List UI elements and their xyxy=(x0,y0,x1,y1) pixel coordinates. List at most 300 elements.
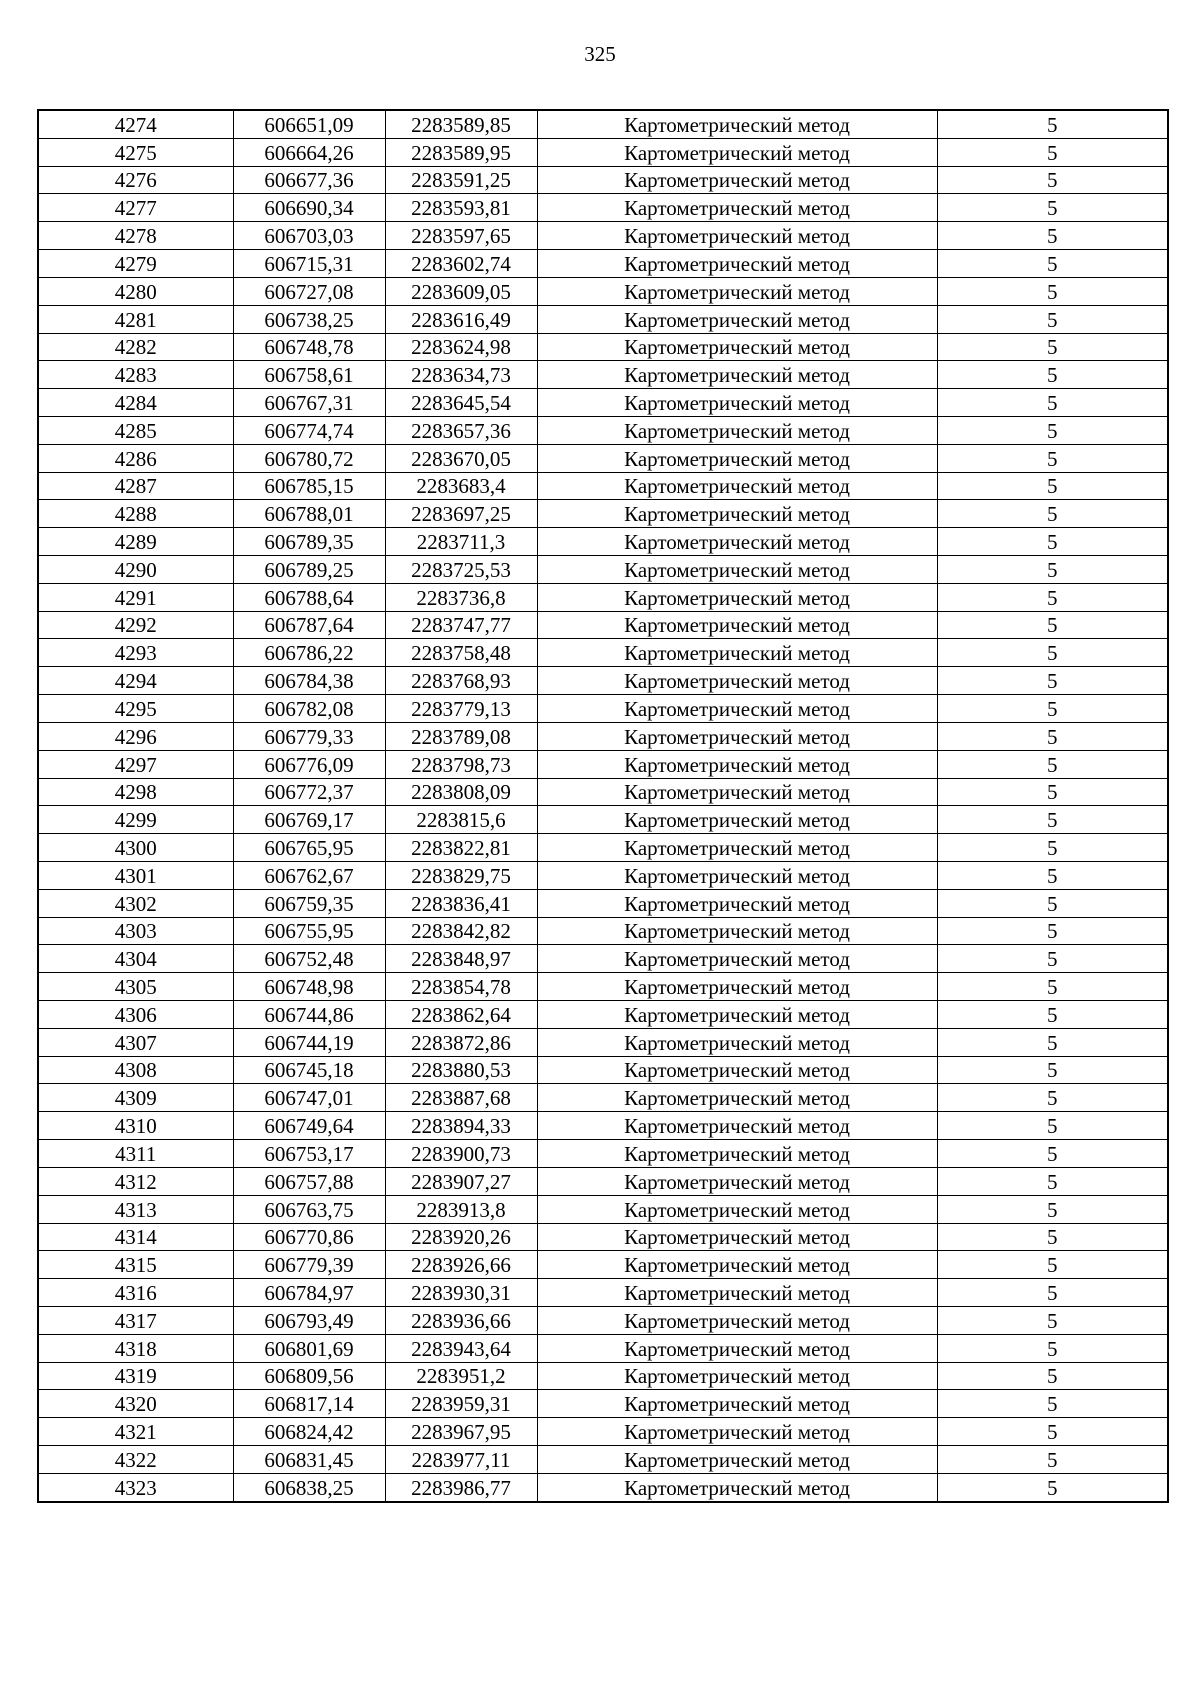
method-cell: Картометрический метод xyxy=(537,305,937,333)
x-coordinate-cell: 606763,75 xyxy=(233,1195,385,1223)
table-row xyxy=(38,667,1168,695)
y-coordinate-cell: 2283609,05 xyxy=(385,277,537,305)
table-row xyxy=(38,639,1168,667)
accuracy-cell: 5 xyxy=(937,1251,1168,1279)
accuracy-cell: 5 xyxy=(937,806,1168,834)
y-coordinate-cell: 2283959,31 xyxy=(385,1390,537,1418)
table-row xyxy=(38,222,1168,250)
x-coordinate-cell: 606793,49 xyxy=(233,1306,385,1334)
x-coordinate-cell: 606748,78 xyxy=(233,333,385,361)
accuracy-cell: 5 xyxy=(937,695,1168,723)
y-coordinate-cell: 2283747,77 xyxy=(385,611,537,639)
y-coordinate-cell: 2283930,31 xyxy=(385,1279,537,1307)
y-coordinate-cell: 2283986,77 xyxy=(385,1473,537,1501)
accuracy-cell: 5 xyxy=(937,1167,1168,1195)
y-coordinate-cell: 2283951,2 xyxy=(385,1362,537,1390)
point-number-cell: 4278 xyxy=(38,222,233,250)
x-coordinate-cell: 606690,34 xyxy=(233,194,385,222)
accuracy-cell: 5 xyxy=(937,1140,1168,1168)
method-cell: Картометрический метод xyxy=(537,778,937,806)
method-cell: Картометрический метод xyxy=(537,472,937,500)
point-number-cell: 4311 xyxy=(38,1140,233,1168)
method-cell: Картометрический метод xyxy=(537,528,937,556)
table-row xyxy=(38,750,1168,778)
point-number-cell: 4308 xyxy=(38,1056,233,1084)
method-cell: Картометрический метод xyxy=(537,1084,937,1112)
accuracy-cell: 5 xyxy=(937,639,1168,667)
point-number-cell: 4305 xyxy=(38,973,233,1001)
method-cell: Картометрический метод xyxy=(537,861,937,889)
accuracy-cell: 5 xyxy=(937,389,1168,417)
method-cell: Картометрический метод xyxy=(537,1140,937,1168)
point-number-cell: 4310 xyxy=(38,1112,233,1140)
x-coordinate-cell: 606817,14 xyxy=(233,1390,385,1418)
method-cell: Картометрический метод xyxy=(537,639,937,667)
accuracy-cell: 5 xyxy=(937,1112,1168,1140)
coordinates-table-body xyxy=(38,110,1168,1502)
table-row xyxy=(38,138,1168,166)
point-number-cell: 4291 xyxy=(38,583,233,611)
table-row xyxy=(38,444,1168,472)
accuracy-cell: 5 xyxy=(937,1028,1168,1056)
table-row xyxy=(38,889,1168,917)
x-coordinate-cell: 606744,19 xyxy=(233,1028,385,1056)
point-number-cell: 4313 xyxy=(38,1195,233,1223)
accuracy-cell: 5 xyxy=(937,305,1168,333)
point-number-cell: 4323 xyxy=(38,1473,233,1501)
accuracy-cell: 5 xyxy=(937,222,1168,250)
x-coordinate-cell: 606787,64 xyxy=(233,611,385,639)
table-row xyxy=(38,556,1168,584)
y-coordinate-cell: 2283872,86 xyxy=(385,1028,537,1056)
y-coordinate-cell: 2283880,53 xyxy=(385,1056,537,1084)
x-coordinate-cell: 606758,61 xyxy=(233,361,385,389)
accuracy-cell: 5 xyxy=(937,110,1168,138)
method-cell: Картометрический метод xyxy=(537,973,937,1001)
point-number-cell: 4276 xyxy=(38,166,233,194)
table-row xyxy=(38,389,1168,417)
y-coordinate-cell: 2283815,6 xyxy=(385,806,537,834)
table-row xyxy=(38,611,1168,639)
point-number-cell: 4285 xyxy=(38,416,233,444)
method-cell: Картометрический метод xyxy=(537,1195,937,1223)
point-number-cell: 4304 xyxy=(38,945,233,973)
accuracy-cell: 5 xyxy=(937,750,1168,778)
y-coordinate-cell: 2283829,75 xyxy=(385,861,537,889)
x-coordinate-cell: 606727,08 xyxy=(233,277,385,305)
point-number-cell: 4274 xyxy=(38,110,233,138)
table-row xyxy=(38,1112,1168,1140)
point-number-cell: 4292 xyxy=(38,611,233,639)
point-number-cell: 4277 xyxy=(38,194,233,222)
x-coordinate-cell: 606786,22 xyxy=(233,639,385,667)
accuracy-cell: 5 xyxy=(937,250,1168,278)
y-coordinate-cell: 2283977,11 xyxy=(385,1446,537,1474)
x-coordinate-cell: 606759,35 xyxy=(233,889,385,917)
y-coordinate-cell: 2283634,73 xyxy=(385,361,537,389)
accuracy-cell: 5 xyxy=(937,1279,1168,1307)
x-coordinate-cell: 606753,17 xyxy=(233,1140,385,1168)
method-cell: Картометрический метод xyxy=(537,250,937,278)
table-row xyxy=(38,722,1168,750)
y-coordinate-cell: 2283711,3 xyxy=(385,528,537,556)
accuracy-cell: 5 xyxy=(937,277,1168,305)
table-row xyxy=(38,500,1168,528)
table-row xyxy=(38,416,1168,444)
accuracy-cell: 5 xyxy=(937,1473,1168,1501)
accuracy-cell: 5 xyxy=(937,556,1168,584)
y-coordinate-cell: 2283943,64 xyxy=(385,1334,537,1362)
accuracy-cell: 5 xyxy=(937,1390,1168,1418)
accuracy-cell: 5 xyxy=(937,1195,1168,1223)
point-number-cell: 4281 xyxy=(38,305,233,333)
point-number-cell: 4317 xyxy=(38,1306,233,1334)
method-cell: Картометрический метод xyxy=(537,444,937,472)
y-coordinate-cell: 2283798,73 xyxy=(385,750,537,778)
table-row xyxy=(38,695,1168,723)
point-number-cell: 4275 xyxy=(38,138,233,166)
table-row xyxy=(38,1279,1168,1307)
table-row xyxy=(38,277,1168,305)
accuracy-cell: 5 xyxy=(937,138,1168,166)
method-cell: Картометрический метод xyxy=(537,1334,937,1362)
y-coordinate-cell: 2283936,66 xyxy=(385,1306,537,1334)
y-coordinate-cell: 2283589,95 xyxy=(385,138,537,166)
method-cell: Картометрический метод xyxy=(537,389,937,417)
y-coordinate-cell: 2283758,48 xyxy=(385,639,537,667)
x-coordinate-cell: 606755,95 xyxy=(233,917,385,945)
method-cell: Картометрический метод xyxy=(537,1056,937,1084)
table-row xyxy=(38,1195,1168,1223)
accuracy-cell: 5 xyxy=(937,1001,1168,1029)
y-coordinate-cell: 2283842,82 xyxy=(385,917,537,945)
y-coordinate-cell: 2283907,27 xyxy=(385,1167,537,1195)
point-number-cell: 4321 xyxy=(38,1418,233,1446)
x-coordinate-cell: 606809,56 xyxy=(233,1362,385,1390)
x-coordinate-cell: 606738,25 xyxy=(233,305,385,333)
method-cell: Картометрический метод xyxy=(537,695,937,723)
y-coordinate-cell: 2283854,78 xyxy=(385,973,537,1001)
x-coordinate-cell: 606782,08 xyxy=(233,695,385,723)
method-cell: Картометрический метод xyxy=(537,277,937,305)
method-cell: Картометрический метод xyxy=(537,722,937,750)
x-coordinate-cell: 606801,69 xyxy=(233,1334,385,1362)
table-row xyxy=(38,778,1168,806)
accuracy-cell: 5 xyxy=(937,1223,1168,1251)
accuracy-cell: 5 xyxy=(937,834,1168,862)
table-row xyxy=(38,194,1168,222)
accuracy-cell: 5 xyxy=(937,472,1168,500)
point-number-cell: 4314 xyxy=(38,1223,233,1251)
x-coordinate-cell: 606767,31 xyxy=(233,389,385,417)
y-coordinate-cell: 2283670,05 xyxy=(385,444,537,472)
point-number-cell: 4299 xyxy=(38,806,233,834)
x-coordinate-cell: 606788,01 xyxy=(233,500,385,528)
y-coordinate-cell: 2283645,54 xyxy=(385,389,537,417)
table-row xyxy=(38,1167,1168,1195)
x-coordinate-cell: 606789,25 xyxy=(233,556,385,584)
accuracy-cell: 5 xyxy=(937,917,1168,945)
table-row xyxy=(38,1001,1168,1029)
page-number: 325 xyxy=(584,42,616,66)
accuracy-cell: 5 xyxy=(937,667,1168,695)
accuracy-cell: 5 xyxy=(937,361,1168,389)
x-coordinate-cell: 606703,03 xyxy=(233,222,385,250)
table-row xyxy=(38,917,1168,945)
y-coordinate-cell: 2283736,8 xyxy=(385,583,537,611)
point-number-cell: 4282 xyxy=(38,333,233,361)
x-coordinate-cell: 606765,95 xyxy=(233,834,385,862)
point-number-cell: 4307 xyxy=(38,1028,233,1056)
accuracy-cell: 5 xyxy=(937,444,1168,472)
table-row xyxy=(38,1084,1168,1112)
x-coordinate-cell: 606748,98 xyxy=(233,973,385,1001)
point-number-cell: 4297 xyxy=(38,750,233,778)
table-row xyxy=(38,305,1168,333)
table-row xyxy=(38,973,1168,1001)
method-cell: Картометрический метод xyxy=(537,110,937,138)
y-coordinate-cell: 2283900,73 xyxy=(385,1140,537,1168)
table-row xyxy=(38,1473,1168,1501)
method-cell: Картометрический метод xyxy=(537,1112,937,1140)
table-row xyxy=(38,166,1168,194)
method-cell: Картометрический метод xyxy=(537,333,937,361)
method-cell: Картометрический метод xyxy=(537,1362,937,1390)
x-coordinate-cell: 606772,37 xyxy=(233,778,385,806)
y-coordinate-cell: 2283725,53 xyxy=(385,556,537,584)
accuracy-cell: 5 xyxy=(937,528,1168,556)
table-row xyxy=(38,1056,1168,1084)
y-coordinate-cell: 2283624,98 xyxy=(385,333,537,361)
y-coordinate-cell: 2283589,85 xyxy=(385,110,537,138)
method-cell: Картометрический метод xyxy=(537,1001,937,1029)
y-coordinate-cell: 2283591,25 xyxy=(385,166,537,194)
x-coordinate-cell: 606784,97 xyxy=(233,1279,385,1307)
point-number-cell: 4302 xyxy=(38,889,233,917)
method-cell: Картометрический метод xyxy=(537,806,937,834)
method-cell: Картометрический метод xyxy=(537,1028,937,1056)
accuracy-cell: 5 xyxy=(937,1334,1168,1362)
accuracy-cell: 5 xyxy=(937,333,1168,361)
point-number-cell: 4312 xyxy=(38,1167,233,1195)
table-row xyxy=(38,583,1168,611)
point-number-cell: 4290 xyxy=(38,556,233,584)
y-coordinate-cell: 2283920,26 xyxy=(385,1223,537,1251)
method-cell: Картометрический метод xyxy=(537,222,937,250)
accuracy-cell: 5 xyxy=(937,416,1168,444)
table-row xyxy=(38,1446,1168,1474)
table-row xyxy=(38,1418,1168,1446)
point-number-cell: 4309 xyxy=(38,1084,233,1112)
x-coordinate-cell: 606664,26 xyxy=(233,138,385,166)
x-coordinate-cell: 606831,45 xyxy=(233,1446,385,1474)
y-coordinate-cell: 2283602,74 xyxy=(385,250,537,278)
table-row xyxy=(38,472,1168,500)
y-coordinate-cell: 2283683,4 xyxy=(385,472,537,500)
point-number-cell: 4301 xyxy=(38,861,233,889)
x-coordinate-cell: 606838,25 xyxy=(233,1473,385,1501)
x-coordinate-cell: 606785,15 xyxy=(233,472,385,500)
y-coordinate-cell: 2283926,66 xyxy=(385,1251,537,1279)
point-number-cell: 4283 xyxy=(38,361,233,389)
accuracy-cell: 5 xyxy=(937,583,1168,611)
table-row xyxy=(38,1390,1168,1418)
x-coordinate-cell: 606769,17 xyxy=(233,806,385,834)
table-row xyxy=(38,1140,1168,1168)
x-coordinate-cell: 606779,33 xyxy=(233,722,385,750)
y-coordinate-cell: 2283967,95 xyxy=(385,1418,537,1446)
method-cell: Картометрический метод xyxy=(537,361,937,389)
method-cell: Картометрический метод xyxy=(537,667,937,695)
x-coordinate-cell: 606780,72 xyxy=(233,444,385,472)
method-cell: Картометрический метод xyxy=(537,1251,937,1279)
table-row xyxy=(38,333,1168,361)
point-number-cell: 4298 xyxy=(38,778,233,806)
point-number-cell: 4294 xyxy=(38,667,233,695)
point-number-cell: 4289 xyxy=(38,528,233,556)
point-number-cell: 4295 xyxy=(38,695,233,723)
table-row xyxy=(38,1028,1168,1056)
x-coordinate-cell: 606651,09 xyxy=(233,110,385,138)
x-coordinate-cell: 606715,31 xyxy=(233,250,385,278)
method-cell: Картометрический метод xyxy=(537,166,937,194)
x-coordinate-cell: 606774,74 xyxy=(233,416,385,444)
method-cell: Картометрический метод xyxy=(537,611,937,639)
method-cell: Картометрический метод xyxy=(537,1473,937,1501)
table-row xyxy=(38,361,1168,389)
x-coordinate-cell: 606752,48 xyxy=(233,945,385,973)
x-coordinate-cell: 606789,35 xyxy=(233,528,385,556)
table-row xyxy=(38,110,1168,138)
point-number-cell: 4296 xyxy=(38,722,233,750)
y-coordinate-cell: 2283779,13 xyxy=(385,695,537,723)
accuracy-cell: 5 xyxy=(937,861,1168,889)
point-number-cell: 4284 xyxy=(38,389,233,417)
x-coordinate-cell: 606788,64 xyxy=(233,583,385,611)
table-row xyxy=(38,250,1168,278)
method-cell: Картометрический метод xyxy=(537,583,937,611)
y-coordinate-cell: 2283848,97 xyxy=(385,945,537,973)
table-row xyxy=(38,1334,1168,1362)
method-cell: Картометрический метод xyxy=(537,416,937,444)
method-cell: Картометрический метод xyxy=(537,917,937,945)
point-number-cell: 4322 xyxy=(38,1446,233,1474)
point-number-cell: 4306 xyxy=(38,1001,233,1029)
y-coordinate-cell: 2283616,49 xyxy=(385,305,537,333)
x-coordinate-cell: 606757,88 xyxy=(233,1167,385,1195)
method-cell: Картометрический метод xyxy=(537,750,937,778)
y-coordinate-cell: 2283836,41 xyxy=(385,889,537,917)
method-cell: Картометрический метод xyxy=(537,1390,937,1418)
accuracy-cell: 5 xyxy=(937,166,1168,194)
y-coordinate-cell: 2283593,81 xyxy=(385,194,537,222)
accuracy-cell: 5 xyxy=(937,1084,1168,1112)
method-cell: Картометрический метод xyxy=(537,556,937,584)
x-coordinate-cell: 606762,67 xyxy=(233,861,385,889)
accuracy-cell: 5 xyxy=(937,722,1168,750)
point-number-cell: 4316 xyxy=(38,1279,233,1307)
table-row xyxy=(38,806,1168,834)
accuracy-cell: 5 xyxy=(937,889,1168,917)
method-cell: Картометрический метод xyxy=(537,889,937,917)
accuracy-cell: 5 xyxy=(937,1306,1168,1334)
y-coordinate-cell: 2283822,81 xyxy=(385,834,537,862)
method-cell: Картометрический метод xyxy=(537,194,937,222)
table-row xyxy=(38,834,1168,862)
accuracy-cell: 5 xyxy=(937,1056,1168,1084)
table-row xyxy=(38,945,1168,973)
method-cell: Картометрический метод xyxy=(537,1446,937,1474)
x-coordinate-cell: 606784,38 xyxy=(233,667,385,695)
accuracy-cell: 5 xyxy=(937,778,1168,806)
point-number-cell: 4303 xyxy=(38,917,233,945)
x-coordinate-cell: 606776,09 xyxy=(233,750,385,778)
y-coordinate-cell: 2283697,25 xyxy=(385,500,537,528)
point-number-cell: 4280 xyxy=(38,277,233,305)
accuracy-cell: 5 xyxy=(937,973,1168,1001)
point-number-cell: 4315 xyxy=(38,1251,233,1279)
y-coordinate-cell: 2283657,36 xyxy=(385,416,537,444)
point-number-cell: 4293 xyxy=(38,639,233,667)
x-coordinate-cell: 606747,01 xyxy=(233,1084,385,1112)
accuracy-cell: 5 xyxy=(937,194,1168,222)
table-row xyxy=(38,1251,1168,1279)
method-cell: Картометрический метод xyxy=(537,138,937,166)
point-number-cell: 4279 xyxy=(38,250,233,278)
point-number-cell: 4286 xyxy=(38,444,233,472)
x-coordinate-cell: 606677,36 xyxy=(233,166,385,194)
y-coordinate-cell: 2283887,68 xyxy=(385,1084,537,1112)
y-coordinate-cell: 2283913,8 xyxy=(385,1195,537,1223)
accuracy-cell: 5 xyxy=(937,1418,1168,1446)
y-coordinate-cell: 2283894,33 xyxy=(385,1112,537,1140)
method-cell: Картометрический метод xyxy=(537,1418,937,1446)
method-cell: Картометрический метод xyxy=(537,834,937,862)
accuracy-cell: 5 xyxy=(937,611,1168,639)
y-coordinate-cell: 2283862,64 xyxy=(385,1001,537,1029)
method-cell: Картометрический метод xyxy=(537,500,937,528)
y-coordinate-cell: 2283789,08 xyxy=(385,722,537,750)
method-cell: Картометрический метод xyxy=(537,1306,937,1334)
method-cell: Картометрический метод xyxy=(537,1279,937,1307)
y-coordinate-cell: 2283808,09 xyxy=(385,778,537,806)
x-coordinate-cell: 606749,64 xyxy=(233,1112,385,1140)
accuracy-cell: 5 xyxy=(937,945,1168,973)
x-coordinate-cell: 606779,39 xyxy=(233,1251,385,1279)
point-number-cell: 4288 xyxy=(38,500,233,528)
table-row xyxy=(38,1306,1168,1334)
accuracy-cell: 5 xyxy=(937,500,1168,528)
method-cell: Картометрический метод xyxy=(537,945,937,973)
method-cell: Картометрический метод xyxy=(537,1223,937,1251)
y-coordinate-cell: 2283597,65 xyxy=(385,222,537,250)
point-number-cell: 4300 xyxy=(38,834,233,862)
table-row xyxy=(38,861,1168,889)
point-number-cell: 4320 xyxy=(38,1390,233,1418)
accuracy-cell: 5 xyxy=(937,1446,1168,1474)
x-coordinate-cell: 606770,86 xyxy=(233,1223,385,1251)
x-coordinate-cell: 606745,18 xyxy=(233,1056,385,1084)
x-coordinate-cell: 606824,42 xyxy=(233,1418,385,1446)
point-number-cell: 4319 xyxy=(38,1362,233,1390)
y-coordinate-cell: 2283768,93 xyxy=(385,667,537,695)
table-row xyxy=(38,528,1168,556)
x-coordinate-cell: 606744,86 xyxy=(233,1001,385,1029)
table-row xyxy=(38,1362,1168,1390)
point-number-cell: 4318 xyxy=(38,1334,233,1362)
coordinates-table xyxy=(37,109,1169,1503)
accuracy-cell: 5 xyxy=(937,1362,1168,1390)
